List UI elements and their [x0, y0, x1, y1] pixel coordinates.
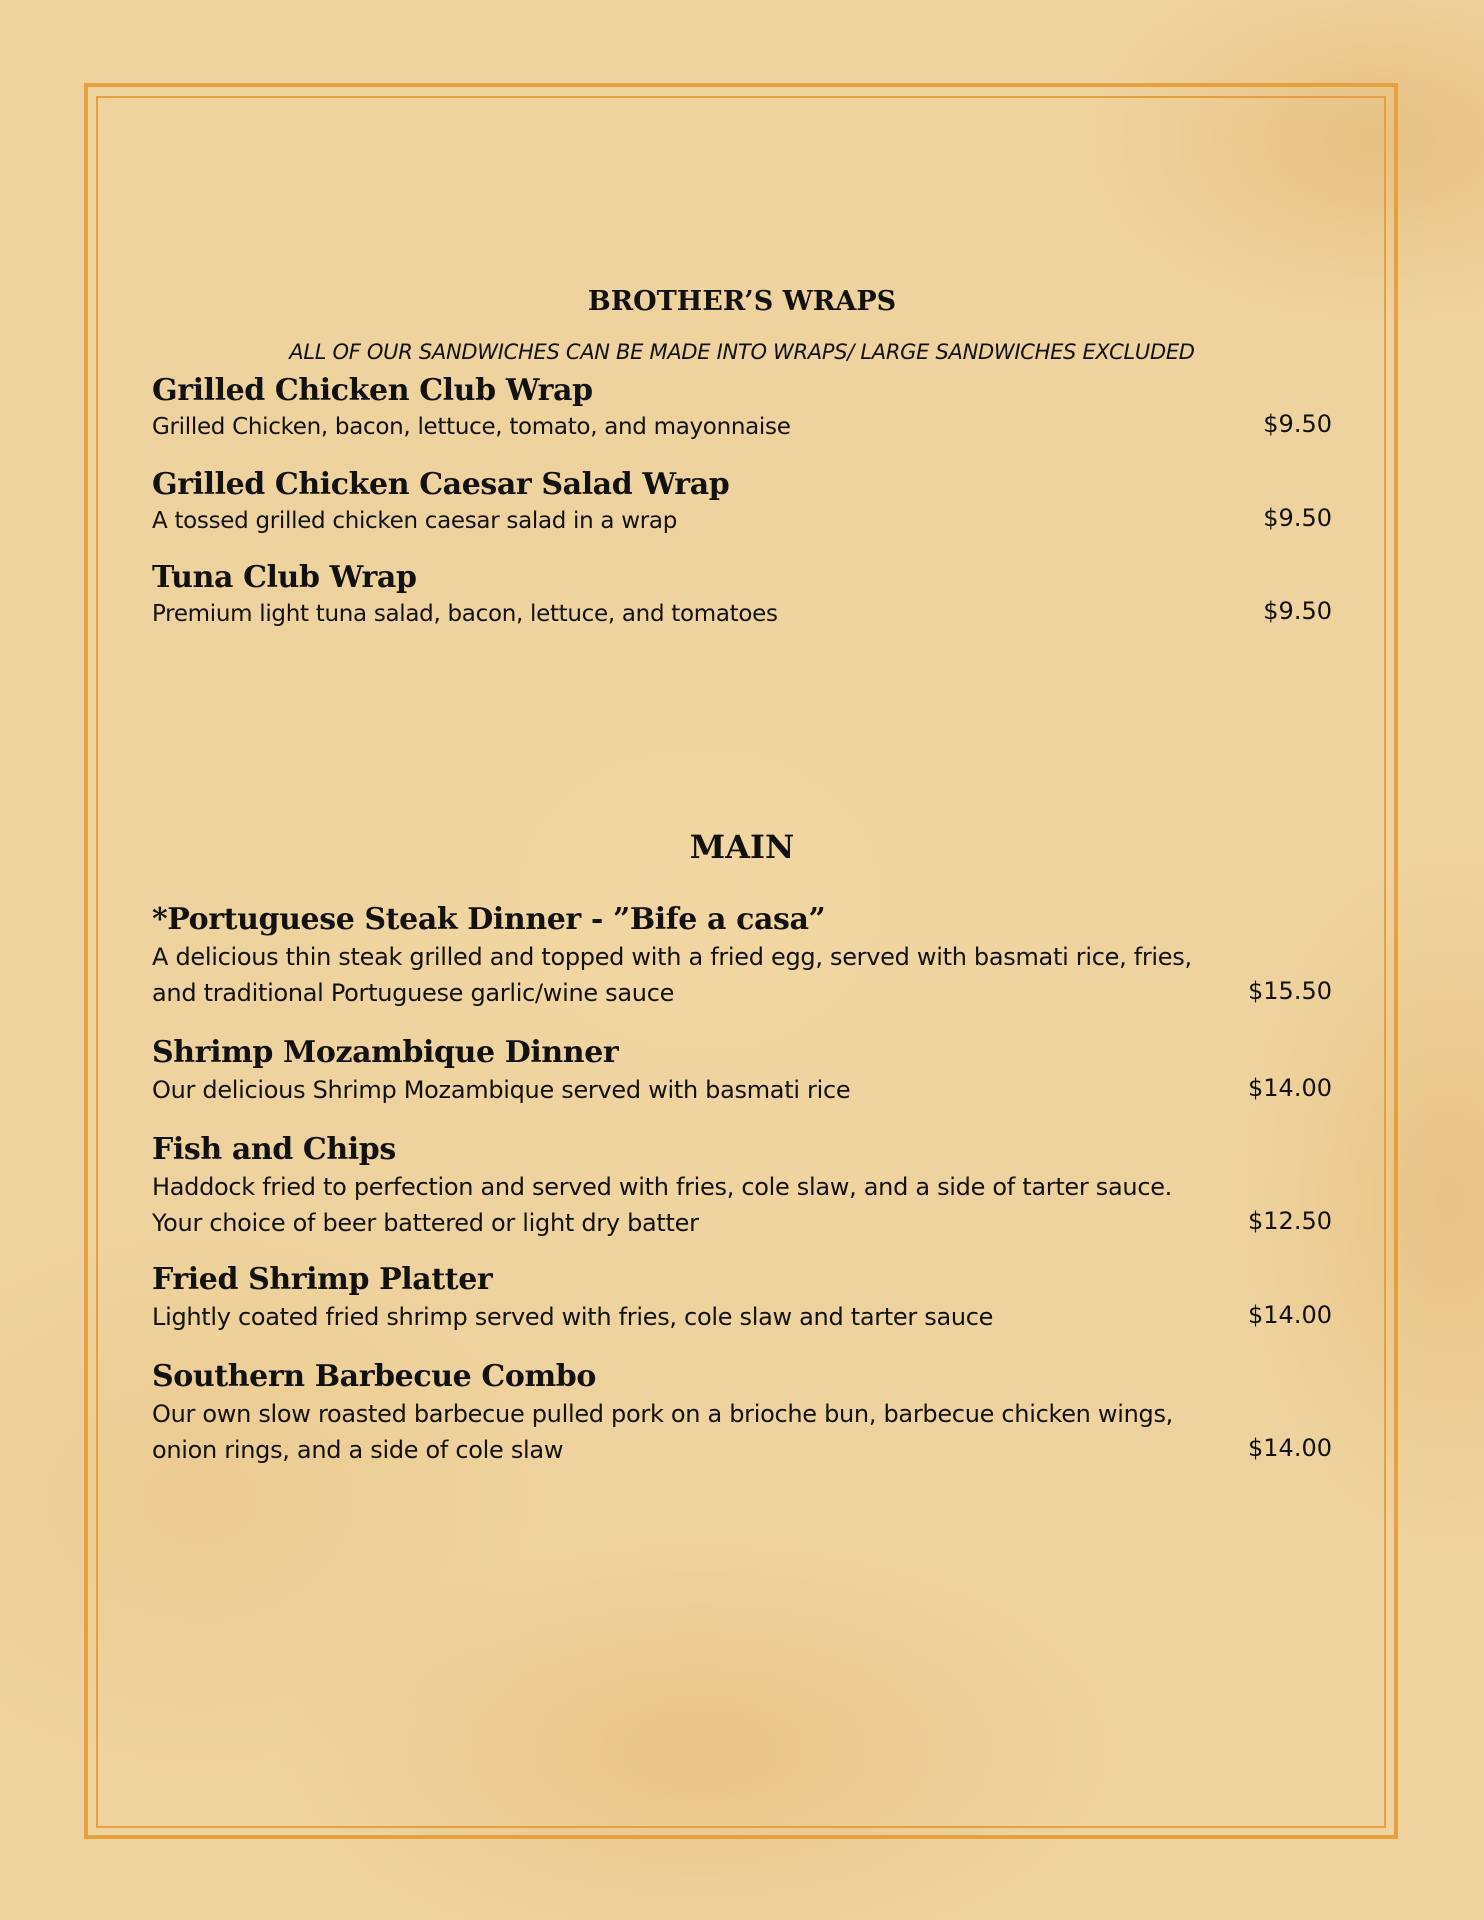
item-price: $9.50	[1263, 410, 1332, 438]
item-description: Our delicious Shrimp Mozambique served with basmati rice	[152, 1076, 851, 1104]
main-section-title: MAIN	[689, 828, 795, 866]
item-price: $14.00	[1248, 1434, 1332, 1462]
item-name: Grilled Chicken Caesar Salad Wrap	[152, 467, 730, 502]
menu-item	[152, 559, 1332, 631]
item-price: $12.50	[1248, 1207, 1332, 1235]
item-price: $14.00	[1248, 1301, 1332, 1329]
menu-item	[152, 1131, 1332, 1241]
item-price: $14.00	[1248, 1074, 1332, 1102]
item-name: *Portuguese Steak Dinner - ”Bife a casa”	[152, 902, 826, 937]
menu-item	[152, 1261, 1332, 1335]
menu-item	[152, 901, 1332, 1011]
item-price: $9.50	[1263, 504, 1332, 532]
item-name: Fish and Chips	[152, 1132, 396, 1167]
item-description: Grilled Chicken, bacon, lettuce, tomato, and mayonnaise	[152, 414, 791, 440]
wraps-section-title: BROTHER’S WRAPS	[587, 286, 897, 317]
item-description: A delicious thin steak grilled and topped with a fried egg, served with basmati rice, fries, and traditional Portuguese garlic/wine sauce	[152, 943, 1192, 1007]
item-name: Southern Barbecue Combo	[152, 1359, 596, 1394]
item-name: Shrimp Mozambique Dinner	[152, 1035, 619, 1070]
item-name: Fried Shrimp Platter	[152, 1262, 493, 1297]
item-name: Grilled Chicken Club Wrap	[152, 373, 593, 408]
item-description: A tossed grilled chicken caesar salad in a wrap	[152, 508, 677, 534]
item-price: $15.50	[1248, 977, 1332, 1005]
item-name: Tuna Club Wrap	[152, 560, 417, 595]
menu-item	[152, 466, 1332, 538]
menu-item	[152, 1358, 1332, 1468]
menu-item	[152, 1034, 1332, 1108]
menu-item	[152, 372, 1332, 444]
item-price: $9.50	[1263, 597, 1332, 625]
item-description: Premium light tuna salad, bacon, lettuce, and tomatoes	[152, 601, 778, 627]
item-description: Our own slow roasted barbecue pulled pork on a brioche bun, barbecue chicken wings, onion rings, and a side of cole slaw	[152, 1400, 1173, 1464]
item-description: Haddock fried to perfection and served with fries, cole slaw, and a side of tarter sauce. Your choice of beer battered or light dry batter	[152, 1173, 1173, 1237]
wraps-section-note: ALL OF OUR SANDWICHES CAN BE MADE INTO WRAPS/ LARGE SANDWICHES EXCLUDED	[289, 340, 1195, 364]
item-description: Lightly coated fried shrimp served with fries, cole slaw and tarter sauce	[152, 1303, 994, 1331]
